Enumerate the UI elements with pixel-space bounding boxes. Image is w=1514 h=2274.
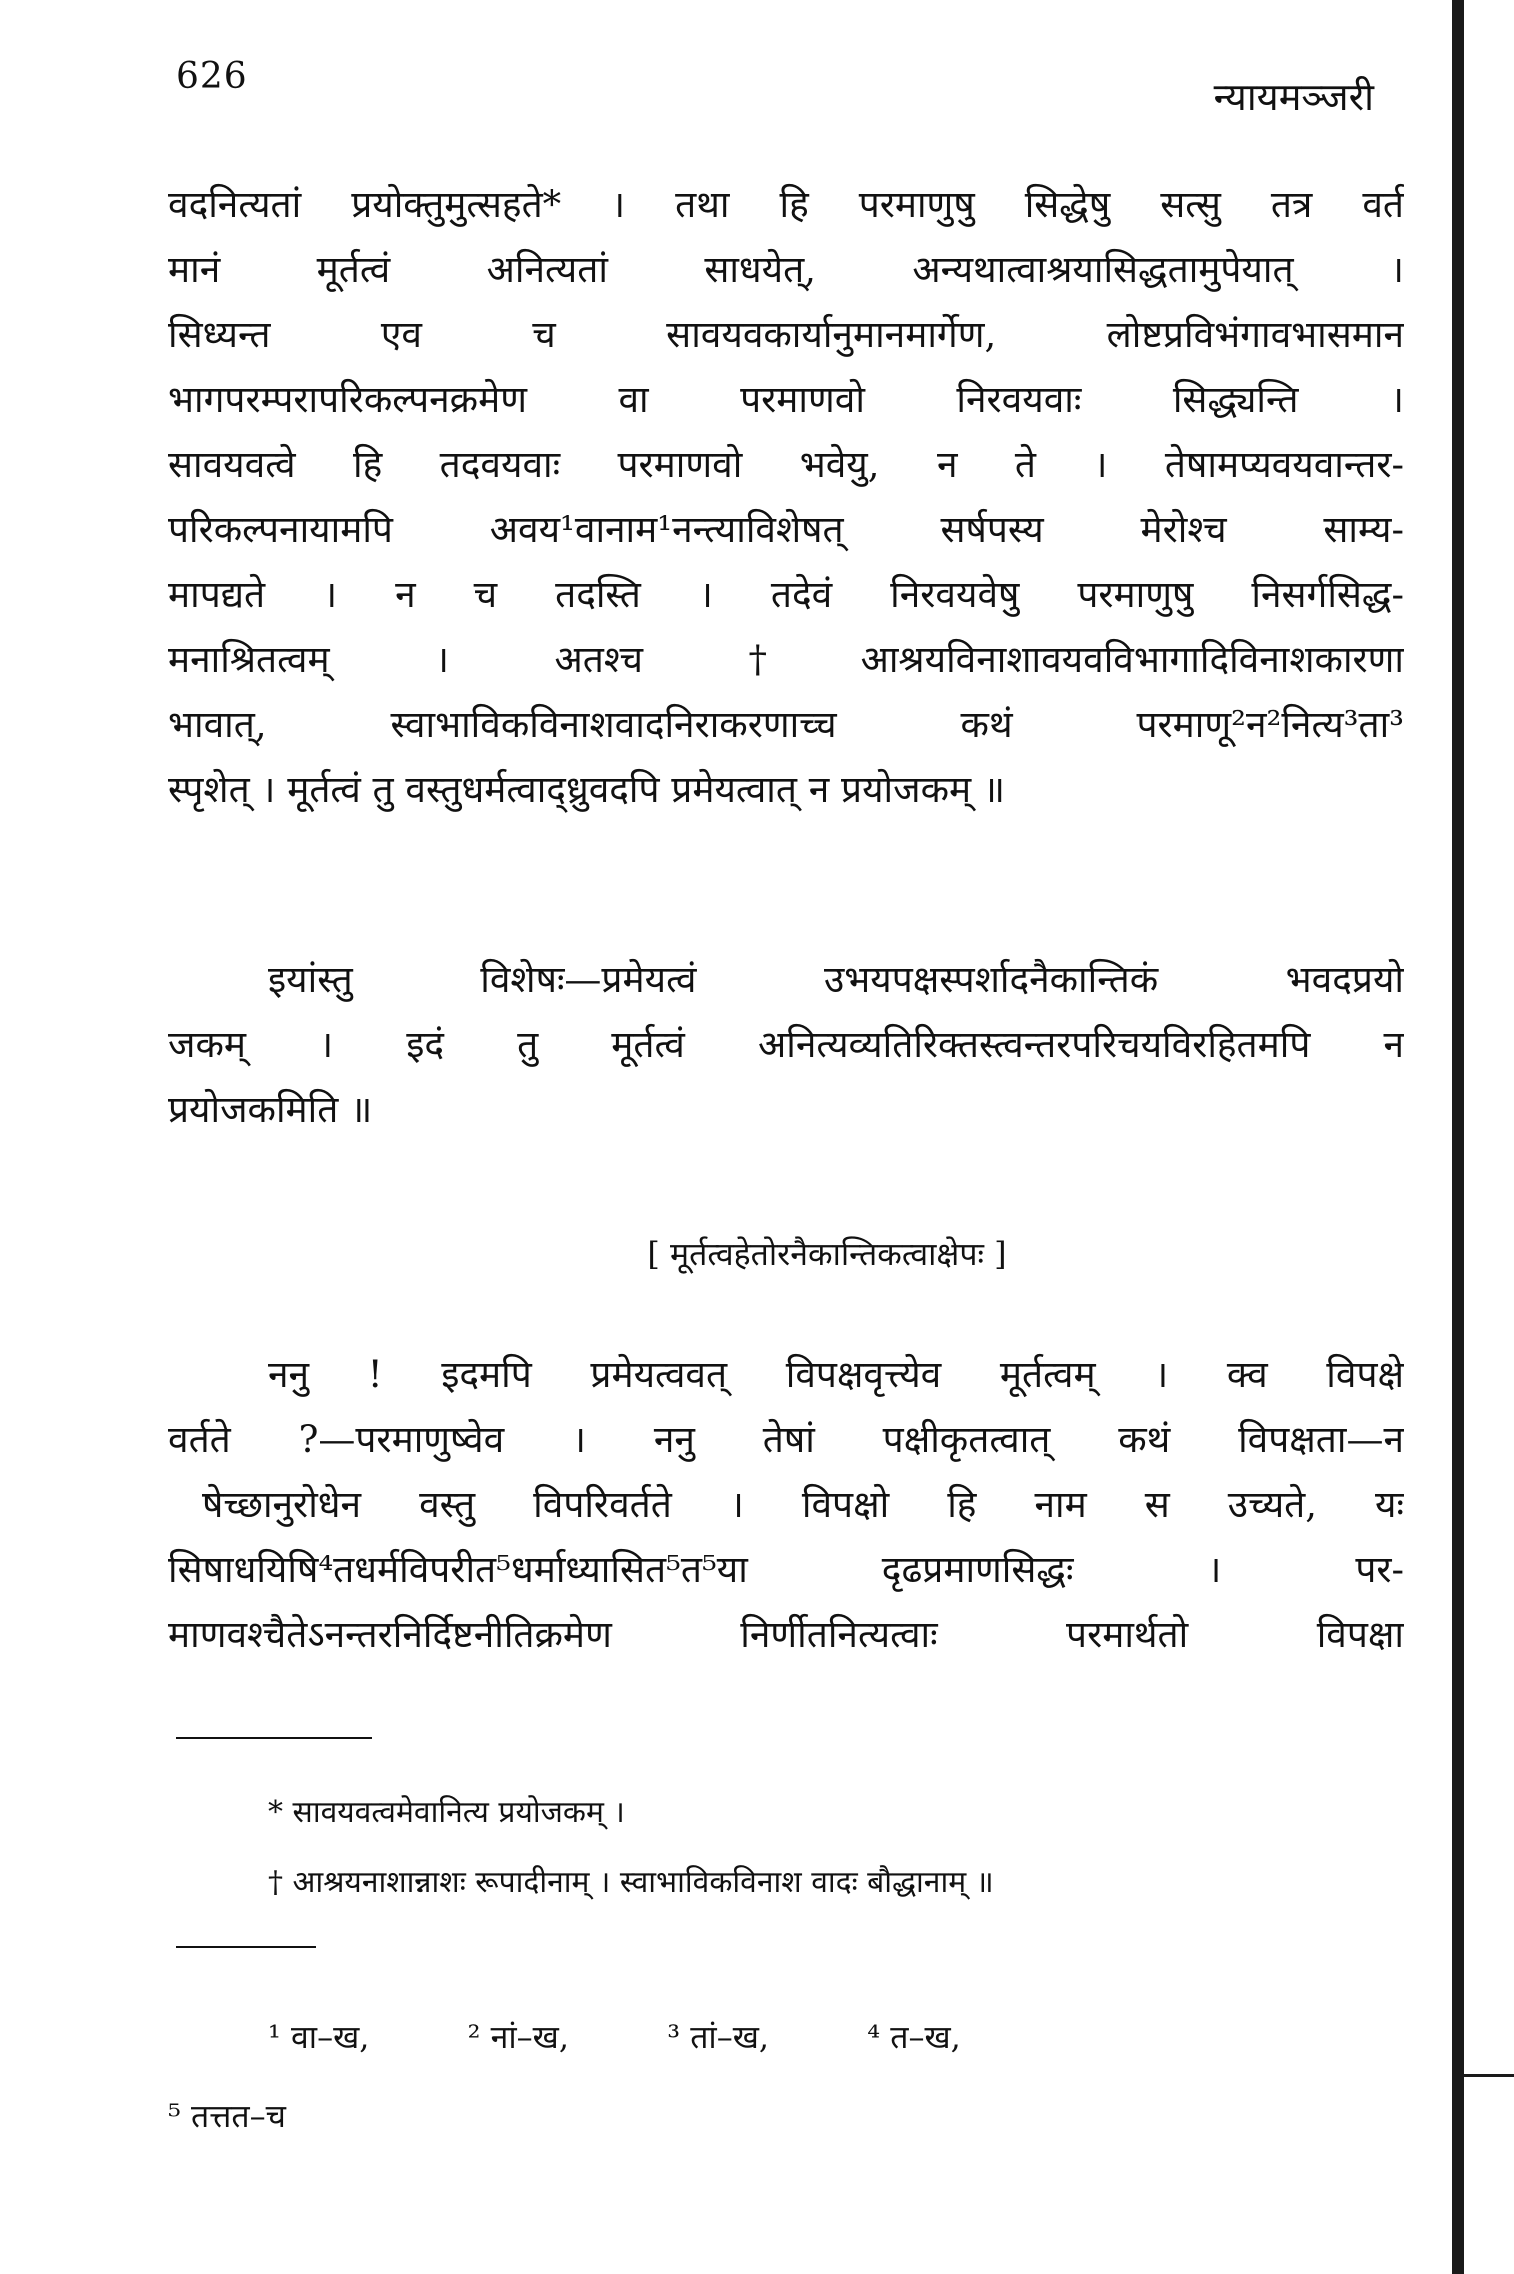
variant-4: ⁴ त–ख, bbox=[867, 2018, 961, 2056]
text-line: ननु ! इदमपि प्रमेयत्ववत् विपक्षवृत्त्येव मूर्तत्वम् । क्व विपक्षे bbox=[268, 1353, 1404, 1396]
text-line: मापद्यते । न च तदस्ति । तदेवं निरवयवेषु परमाणुषु निसर्गसिद्ध- bbox=[168, 573, 1404, 616]
text-line: मनाश्रितत्वम् । अतश्च †आश्रयविनाशावयवविभागादिविनाशकारणा bbox=[168, 638, 1404, 681]
text-line: स्पृशेत् । मूर्तत्वं तु वस्तुधर्मत्वाद्ध्रुवदपि प्रमेयत्वात् न प्रयोजकम् ॥ bbox=[168, 768, 1006, 811]
text-line: परिकल्पनायामपि अवय¹वानाम¹नन्त्याविशेषत् सर्षपस्य मेरोश्च साम्य- bbox=[168, 508, 1404, 551]
text-line: माणवश्चैतेऽनन्तरनिर्दिष्टनीतिक्रमेण निर्णीतनित्यत्वाः परमार्थतो विपक्षा bbox=[168, 1613, 1404, 1656]
paragraph-1 bbox=[168, 172, 1404, 822]
text-line: सावयवत्वे हि तदवयवाः परमाणवो भवेयु, न ते । तेषामप्यवयवान्तर- bbox=[168, 443, 1404, 486]
page-edge-border bbox=[1452, 0, 1464, 2274]
text-line: वदनित्यतां प्रयोक्तुमुत्सहते* । तथा हि परमाणुषु सिद्धेषु सत्सु तत्र वर्त bbox=[168, 183, 1404, 226]
text-line: षेच्छानुरोधेन वस्तु विपरिवर्तते । विपक्षो हि नाम स उच्यते, यः bbox=[202, 1483, 1404, 1526]
footnote-dagger: † आश्रयनाशान्नाशः रूपादीनाम् । स्वाभाविकविनाश वादः बौद्धानाम् ॥ bbox=[268, 1865, 994, 1900]
variant-1: ¹ वा–ख, bbox=[268, 2018, 370, 2056]
footnote-divider bbox=[176, 1737, 372, 1739]
text-line: सिषाधयिषि⁴तधर्मविपरीत⁵धर्माध्यासित⁵त⁵या दृढप्रमाणसिद्धः । पर- bbox=[168, 1548, 1404, 1591]
text-line: भागपरम्परापरिकल्पनक्रमेण वा परमाणवो निरवयवाः सिद्ध्यन्ति । bbox=[168, 378, 1404, 421]
paragraph-2 bbox=[168, 947, 1404, 1142]
page-number: 626 bbox=[176, 56, 248, 97]
variants-divider bbox=[176, 1946, 316, 1948]
section-heading: [ मूर्तत्वहेतोरनैकान्तिकत्वाक्षेपः ] bbox=[647, 1235, 1007, 1273]
variant-5: ⁵ तत्तत–च bbox=[168, 2097, 286, 2135]
page-edge-tick bbox=[1452, 2074, 1514, 2077]
variant-2: ² नां–ख, bbox=[467, 2018, 570, 2056]
footnote-asterisk: * सावयवत्वमेवानित्य प्रयोजकम् । bbox=[268, 1795, 625, 1830]
text-line: भावात्, स्वाभाविकविनाशवादनिराकरणाच्च कथं परमाणू²न²नित्य³ता³ bbox=[168, 703, 1404, 746]
text-line: वर्तते ?—परमाणुष्वेव । ननु तेषां पक्षीकृतत्वात् कथं विपक्षता—न bbox=[168, 1418, 1404, 1461]
running-head: न्यायमञ्जरी bbox=[1213, 75, 1374, 119]
text-line: मानं मूर्तत्वं अनित्यतां साधयेत्, अन्यथात्वाश्रयासिद्धतामुपेयात् । bbox=[168, 248, 1404, 291]
text-line: इयांस्तु विशेषः—प्रमेयत्वं उभयपक्षस्पर्शादनैकान्तिकं भवदप्रयो bbox=[268, 958, 1404, 1001]
text-line: प्रयोजकमिति ॥ bbox=[168, 1088, 373, 1131]
paragraph-3 bbox=[168, 1342, 1404, 1667]
variant-readings bbox=[268, 2015, 1049, 2058]
text-line: जकम् । इदं तु मूर्तत्वं अनित्यव्यतिरिक्तस्त्वन्तरपरिचयविरहितमपि न bbox=[168, 1023, 1404, 1066]
variant-3: ³ तां–ख, bbox=[667, 2018, 770, 2056]
text-line: सिध्यन्त एव च सावयवकार्यानुमानमार्गेण, लोष्टप्रविभंगावभासमान bbox=[168, 313, 1404, 356]
